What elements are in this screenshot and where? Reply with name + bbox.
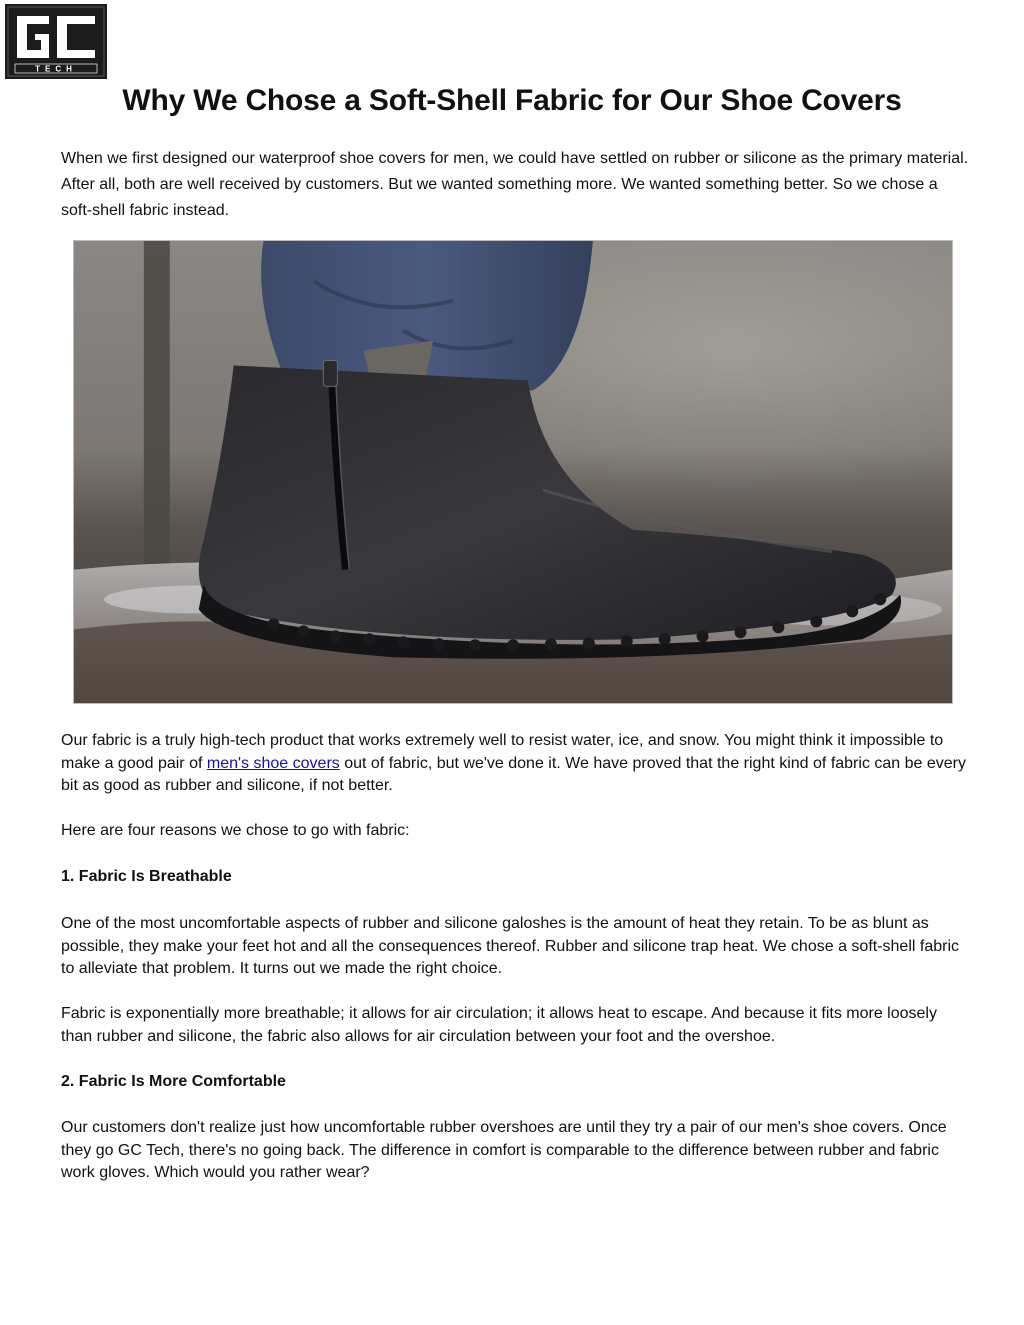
paragraph-breathability: Fabric is exponentially more breathable; it allows for air circulation; it allows heat to escape. And because it fits more loosely than rubber and silicone, the fabric also allows for air circulation between your foot and the overshoe. (61, 1005, 937, 1045)
heading-fabric-comfortable: 2. Fabric Is More Comfortable (61, 1073, 286, 1090)
mens-shoe-covers-link[interactable]: men's shoe covers (206, 754, 340, 772)
paragraph-heat-retention: One of the most uncomfortable aspects of rubber and silicone galoshes is the amount of heat they retain. To be as blunt as possible, they make your feet hot and all the consequences thereof. Rubber and silicone trap heat. We chose a soft-shell fabric to alleviate that problem. It turns out we made the right choice. (61, 915, 960, 977)
logo-sub-text: TECH (35, 64, 77, 74)
shoe-cover-photo (73, 240, 953, 704)
gc-tech-logo (5, 4, 107, 79)
paragraph-fabric-high-tech (61, 730, 971, 798)
p1-text-before: Our fabric is a truly high-tech product that works extremely well to resist water, ice, and snow. You might think it impossible to make a good pair of (61, 732, 944, 772)
paragraph-four-reasons: Here are four reasons we chose to go with fabric: (61, 822, 410, 839)
page-title: Why We Chose a Soft-Shell Fabric for Our Shoe Covers (122, 84, 902, 117)
p1-text-after: out of fabric, but we've done it. We have proved that the right kind of fabric can be every bit as good as rubber and silicone, if not better. (61, 754, 966, 794)
heading-fabric-breathable: 1. Fabric Is Breathable (61, 868, 232, 885)
paragraph-comfort: Our customers don't realize just how uncomfortable rubber overshoes are until they try a pair of our men's shoe covers. Once they go GC Tech, there's no going back. The difference in comfort is comparable to the difference between rubber and fabric work gloves. Which would you rather wear? (61, 1119, 947, 1181)
intro-paragraph: When we first designed our waterproof shoe covers for men, we could have settled on rubber or silicone as the primary material. After all, both are well received by customers. But we wanted something more. We wanted something better. So we chose a soft-shell fabric instead. (61, 150, 969, 219)
